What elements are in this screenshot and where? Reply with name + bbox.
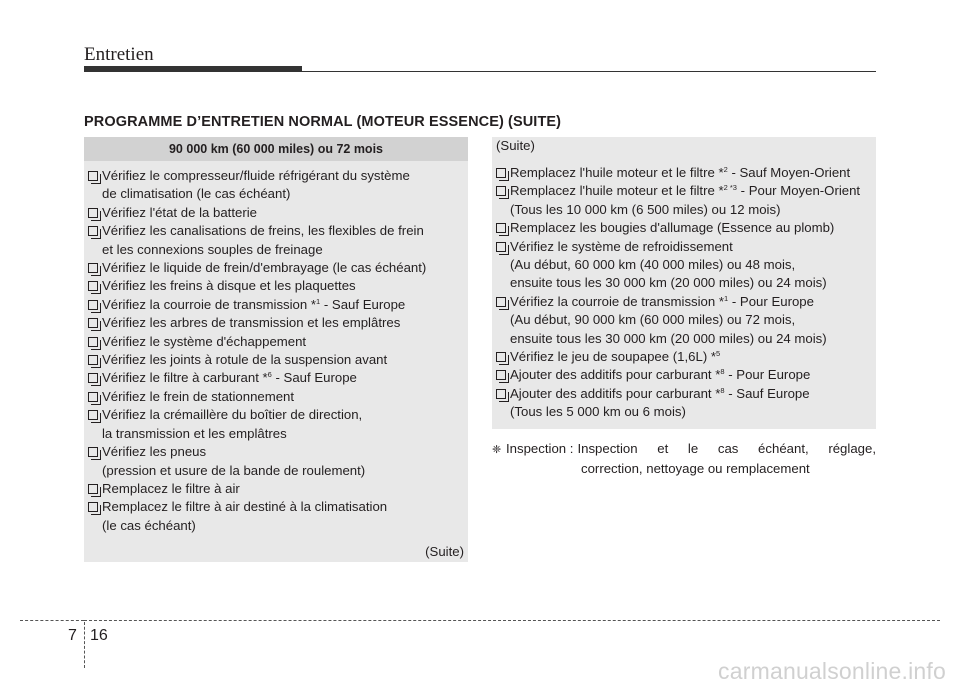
checklist-item [88,314,464,332]
note-text-line1: Inspection et le cas échéant, réglage, [577,441,876,456]
checklist-item [88,480,464,498]
checklist-item [88,351,464,369]
checkbox-icon [496,297,506,307]
checklist-item [88,167,464,204]
checklist-text: (Au début, 60 000 km (40 000 miles) ou 48 mois, [510,257,796,273]
page-number: 16 [90,627,108,644]
footnote-marker: 2 [723,165,728,174]
checklist-text: (Tous les 5 000 km ou 6 mois) [510,404,686,420]
checklist-item-text [496,164,876,182]
checklist-item [496,385,876,422]
watermark: carmanualsonline.info [718,658,946,684]
checklist-text: et les connexions souples de freinage [102,241,323,257]
checklist-item-text [88,388,464,406]
right-checklist [496,164,876,422]
checklist-text: Ajouter des additifs pour carburant * [510,385,721,401]
checklist-item-text [88,498,464,516]
checklist-item-continuation [88,517,464,535]
checklist-text: de climatisation (le cas échéant) [102,186,291,202]
checklist-text: ensuite tous les 30 000 km (20 000 miles) ou 24 mois) [510,275,827,291]
checklist-item [88,406,464,443]
checklist-qualifier: - Sauf Europe [724,385,810,401]
footnote-marker: 1 [724,293,729,303]
checklist-text: Vérifiez les joints à rotule de la suspension avant [102,352,388,368]
header-bar-thick [84,66,302,72]
right-suite-label: (Suite) [496,138,535,153]
checklist-text: Vérifiez le compresseur/fluide réfrigérant du système [102,168,410,183]
checklist-item-continuation [496,201,876,219]
left-panel-header: 90 000 km (60 000 miles) ou 72 mois [84,137,468,161]
checklist-text: Vérifiez l'état de la batterie [102,204,257,220]
checklist-text: Vérifiez le filtre à carburant * [102,370,268,386]
checkbox-icon [88,281,98,291]
checklist-item-text [496,238,876,256]
checklist-item-continuation [496,311,876,329]
checklist-item-text [88,222,464,240]
checklist-item-text [496,182,876,200]
checklist-text: Vérifiez le système d'échappement [102,333,307,349]
checklist-text: Remplacez l'huile moteur et le filtre * [510,165,724,180]
checklist-item [88,388,464,406]
checkbox-icon [88,355,98,365]
checklist-text: Vérifiez la courroie de transmission * [102,296,317,312]
left-suite-label: (Suite) [425,544,464,559]
checkbox-icon [88,300,98,310]
checklist-text: Vérifiez les canalisations de freins, les flexibles de frein [102,223,424,239]
checklist-item-text [496,293,876,311]
checklist-text: Vérifiez la crémaillère du boîtier de direction, [102,407,363,423]
checklist-item [88,222,464,259]
checklist-item-text [88,277,464,295]
checkbox-icon [496,242,506,252]
checklist-item-continuation [88,425,464,443]
checklist-item-text [496,385,876,403]
note-label [492,440,573,460]
checklist-item-continuation [496,274,876,292]
checklist-qualifier: - Sauf Europe [320,296,406,312]
checkbox-icon [88,226,98,236]
checklist-item-continuation [88,185,464,203]
checklist-item-text [496,366,876,384]
checklist-item [496,238,876,293]
checklist-text: Vérifiez les pneus [102,444,207,460]
checklist-text: (le cas échéant) [102,517,196,533]
checklist-item [88,277,464,295]
checkbox-icon [88,410,98,420]
checklist-item-text [88,333,464,351]
checklist-item-continuation [496,256,876,274]
checklist-item-text [88,351,464,369]
right-maintenance-panel [492,137,876,429]
checklist-text: (Au début, 90 000 km (60 000 miles) ou 72 mois, [510,312,796,328]
checklist-item [88,259,464,277]
checkbox-icon [88,392,98,402]
checklist-qualifier: - Pour Europe [728,293,814,309]
checklist-item-continuation [88,241,464,259]
checkbox-icon [88,502,98,512]
footnote-marker: 2 *3 [723,183,737,193]
checklist-text: Remplacez l'huile moteur et le filtre * [510,183,724,199]
checklist-item-text [496,348,876,366]
footnote-marker: 8 [720,367,725,377]
checklist-item-text [88,369,464,387]
checklist-text: (Tous les 10 000 km (6 500 miles) ou 12 mois) [510,201,781,217]
checkbox-icon [496,223,506,233]
checklist-qualifier: - Sauf Europe [271,370,357,386]
note-mark-icon: ❈ [492,444,502,456]
checklist-item [496,293,876,348]
checklist-item-text [88,259,464,277]
checklist-text: Vérifiez la courroie de transmission * [510,293,725,309]
checklist-item [496,348,876,366]
checklist-text: Vérifiez les arbres de transmission et les emplâtres [102,315,401,331]
checklist-item-text [496,219,876,237]
checkbox-icon [88,171,98,181]
section-title: PROGRAMME D’ENTRETIEN NORMAL (MOTEUR ESSENCE) (SUITE) [84,114,562,130]
left-maintenance-panel [84,137,468,562]
checklist-item-text [88,167,464,185]
checklist-item [496,366,876,384]
header-rule [302,71,876,72]
chapter-title: Entretien [84,44,154,65]
checklist-text: la transmission et les emplâtres [102,425,287,441]
checklist-qualifier: - Pour Europe [724,367,811,383]
checklist-item-continuation [88,462,464,480]
checklist-text: ensuite tous les 30 000 km (20 000 miles) ou 24 mois) [510,330,827,346]
checklist-item-text [88,204,464,222]
footnote-marker: 1 [316,296,321,306]
footer-rule-left [20,620,84,621]
checkbox-icon [88,208,98,218]
footnote-marker: 5 [716,349,721,359]
checklist-item [496,182,876,219]
checklist-text: Vérifiez le système de refroidissement [510,238,733,254]
checklist-text: Vérifiez le jeu de soupapee (1,6L) * [510,349,717,365]
checklist-item [88,296,464,314]
checkbox-icon [88,447,98,457]
footer-rule-right [84,620,940,621]
checkbox-icon [88,373,98,383]
checklist-item-continuation [496,403,876,421]
checkbox-icon [496,370,506,380]
checklist-text: (pression et usure de la bande de roulement) [102,462,366,478]
checklist-item-text [88,296,464,314]
checklist-text: Vérifiez les freins à disque et les plaquettes [102,278,356,294]
checkbox-icon [496,389,506,399]
checklist-text: Vérifiez le frein de stationnement [102,388,295,404]
checkbox-icon [496,186,506,196]
note-label-text: Inspection : [506,441,574,456]
checklist-text: Vérifiez le liquide de frein/d'embrayage (le cas échéant) [102,260,427,276]
checkbox-icon [88,263,98,273]
checklist-item [88,369,464,387]
inspection-note [492,440,876,477]
checkbox-icon [496,168,506,178]
checklist-text: Remplacez le filtre à air destiné à la climatisation [102,499,388,515]
footnote-marker: 6 [267,370,272,380]
left-checklist [88,167,464,535]
checkbox-icon [88,337,98,347]
footnote-marker: 8 [720,385,725,395]
checklist-item-text [88,480,464,498]
checkbox-icon [88,484,98,494]
checklist-text: Remplacez le filtre à air [102,480,240,496]
checklist-item [88,443,464,480]
checklist-text: Ajouter des additifs pour carburant * [510,367,721,383]
checklist-item-text [88,314,464,332]
checklist-qualifier: - Sauf Moyen-Orient [727,165,851,180]
checkbox-icon [496,352,506,362]
page-chapter-number: 7 [68,627,77,644]
checklist-item [496,164,876,182]
checklist-item [88,498,464,535]
checklist-item [88,204,464,222]
checklist-item-continuation [496,330,876,348]
checklist-item [496,219,876,237]
checklist-item-text [88,443,464,461]
checkbox-icon [88,318,98,328]
checklist-item-text [88,406,464,424]
note-text-line2: correction, nettoyage ou remplacement [581,460,810,476]
checklist-item [88,333,464,351]
checklist-qualifier: - Pour Moyen-Orient [736,183,861,199]
checklist-text: Remplacez les bougies d'allumage (Essence au plomb) [510,220,835,236]
footer-divider [84,622,85,668]
